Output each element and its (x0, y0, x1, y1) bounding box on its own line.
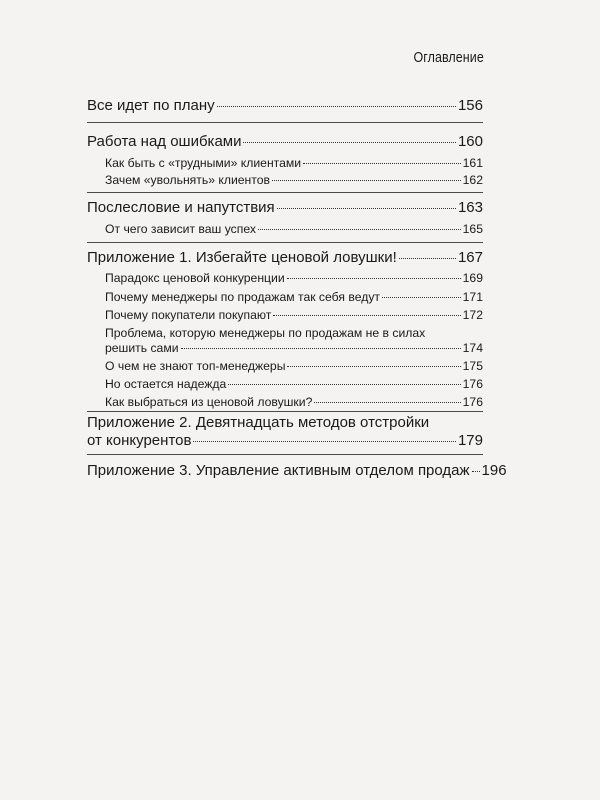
toc-entry (87, 249, 483, 266)
dot-leader (382, 297, 461, 298)
toc-entry-title: решить сами (105, 341, 179, 355)
section-divider (87, 454, 483, 455)
toc-entry-page: 175 (462, 359, 483, 373)
dot-leader (287, 366, 460, 367)
toc-subentry (105, 173, 483, 187)
dot-leader (258, 229, 461, 230)
toc-entry-page: 165 (462, 222, 483, 236)
toc-entry-title: Приложение 3. Управление активным отделом продаж (87, 462, 470, 479)
toc-subentry (105, 308, 483, 322)
toc-entry-page: 174 (462, 341, 483, 355)
toc-subentry (105, 359, 483, 373)
toc-entry (87, 133, 483, 150)
dot-leader (217, 106, 456, 107)
toc-entry-page: 156 (457, 97, 483, 114)
toc-entry-first-line: Проблема, которую менеджеры по продажам не в силах (105, 326, 426, 340)
section-divider (87, 411, 483, 412)
toc-entry-page: 176 (462, 395, 483, 409)
toc-subentry (105, 222, 483, 236)
toc-subentry (105, 156, 483, 170)
toc-entry-page: 169 (462, 271, 483, 285)
toc-entry-page: 161 (462, 156, 483, 170)
toc-subentry (105, 377, 483, 391)
toc-entry-page: 179 (457, 432, 483, 449)
toc-entry-title: Как быть с «трудными» клиентами (105, 156, 302, 170)
dot-leader (272, 180, 461, 181)
dot-leader (287, 278, 461, 279)
section-divider (87, 122, 483, 123)
toc-subentry (105, 290, 483, 304)
dot-leader (193, 441, 456, 442)
toc-entry-page: 162 (462, 173, 483, 187)
dot-leader (277, 208, 456, 209)
section-divider (87, 242, 483, 243)
dot-leader (243, 142, 455, 143)
dot-leader (228, 384, 460, 385)
toc-entry-page: 160 (457, 133, 483, 150)
toc-entry-page: 163 (457, 199, 483, 216)
toc-entry-page: 172 (462, 308, 483, 322)
toc-entry-page: 176 (462, 377, 483, 391)
toc-subentry (105, 395, 483, 409)
dot-leader (181, 348, 461, 349)
toc-entry (87, 462, 507, 479)
toc-entry-title: Работа над ошибками (87, 133, 242, 150)
toc-entry-title: от конкурентов (87, 432, 192, 449)
toc-entry-title: Парадокс ценовой конкуренции (105, 271, 285, 285)
dot-leader (303, 163, 461, 164)
running-header: Оглавление (413, 50, 484, 66)
toc-entry-first-line: Приложение 2. Девятнадцать методов отстройки (87, 414, 430, 431)
toc-entry-page: 167 (457, 249, 483, 266)
toc-entry-title: Приложение 1. Избегайте ценовой ловушки! (87, 249, 397, 266)
dot-leader (273, 315, 460, 316)
toc-entry-title: От чего зависит ваш успех (105, 222, 256, 236)
toc-entry (87, 199, 483, 216)
toc-entry (87, 97, 483, 114)
toc-subentry (105, 271, 483, 285)
toc-entry-title: Все идет по плану (87, 97, 215, 114)
toc-entry-page: 196 (481, 462, 507, 479)
toc-entry-title: О чем не знают топ-менеджеры (105, 359, 286, 373)
dot-leader (472, 471, 480, 472)
toc-entry-page: 171 (462, 290, 483, 304)
toc-entry-title: Но остается надежда (105, 377, 227, 391)
toc-entry-title: Как выбраться из ценовой ловушки? (105, 395, 313, 409)
toc-subentry (105, 341, 483, 355)
toc-entry-title: Зачем «увольнять» клиентов (105, 173, 270, 187)
toc-entry-title: Послесловие и напутствия (87, 199, 275, 216)
section-divider (87, 192, 483, 193)
toc-entry-title: Почему менеджеры по продажам так себя ведут (105, 290, 381, 304)
dot-leader (314, 402, 460, 403)
dot-leader (399, 258, 456, 259)
toc-entry-title: Почему покупатели покупают (105, 308, 272, 322)
toc-entry (87, 432, 483, 449)
